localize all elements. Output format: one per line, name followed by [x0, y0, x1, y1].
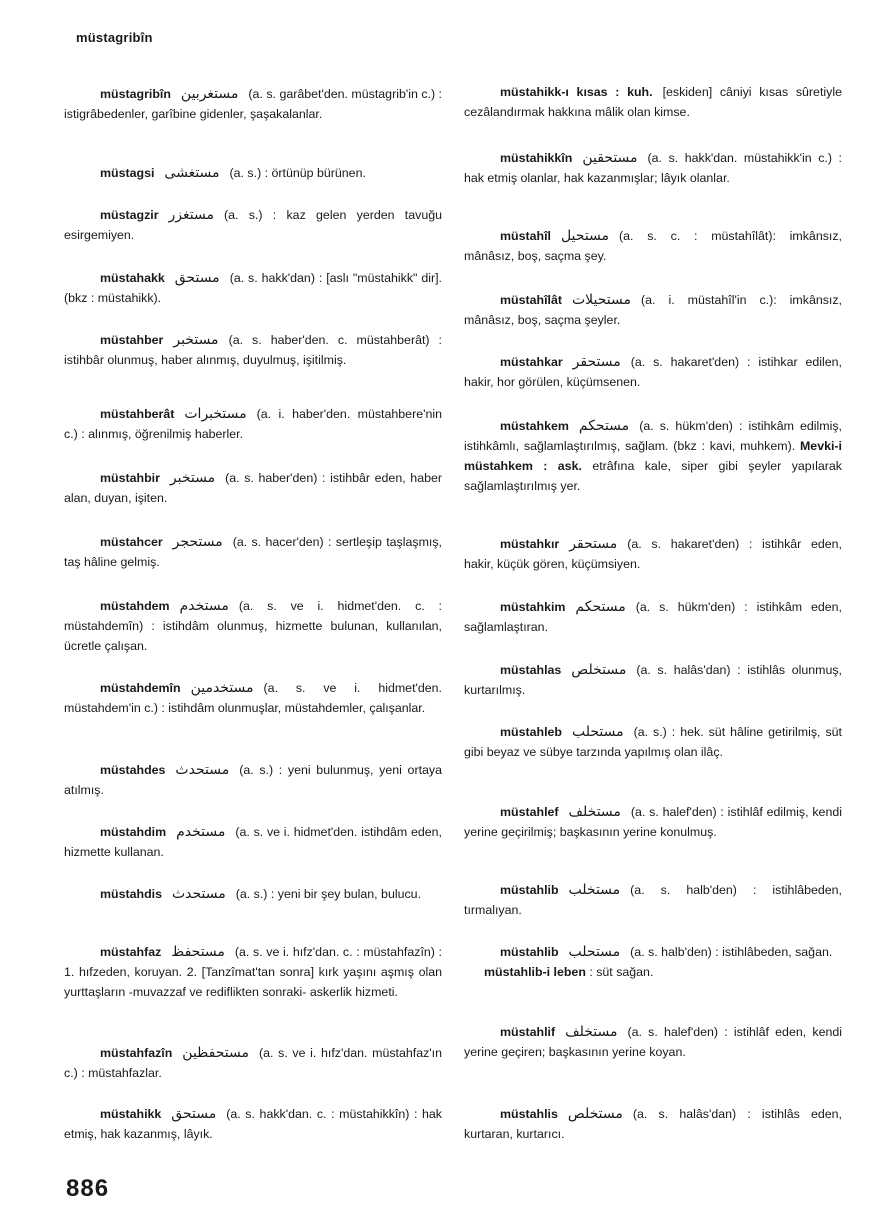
entry-definition: (a. s. ve i. hıfz'dan. müstahfaz'ın c.) : müstahfazlar.: [64, 1046, 442, 1080]
dictionary-entry: [64, 942, 442, 1002]
entry-arabic-script: مستحفظين: [182, 1045, 249, 1061]
entry-definition: (a. s. hükm'den) : istihkâm eden, sağlamlaştıran.: [464, 600, 842, 634]
dictionary-entry: [64, 884, 442, 904]
entry-arabic-script: مستحيل: [560, 228, 610, 244]
entry-arabic-script: مستخلف: [565, 1024, 618, 1040]
entry-definition: (a. s.) : hek. süt hâline getirilmiş, süt gibi beyaz ve sübye tarzında yapılmış olan ilâç.: [464, 725, 842, 759]
entry-headword: müstahikkîn: [500, 151, 573, 165]
entry-arabic-script: مستخدمين: [190, 680, 254, 696]
entry-definition: (a. s. hakaret'den) : istihkâr eden, hakir, küçük gören, küçümsiyen.: [464, 537, 842, 571]
entry-definition: (a. s. hacer'den) : sertleşip taşlaşmış, taş hâline gelmiş.: [64, 535, 442, 569]
dictionary-entry: [64, 268, 442, 308]
entry-arabic-script: مستغشى: [164, 165, 220, 181]
dictionary-entry: [64, 404, 442, 444]
entry-arabic-script: مستحق: [174, 270, 220, 286]
entry-arabic-script: مستغربين: [180, 86, 239, 102]
entry-definition: (a. i. müstahîl'in c.): imkânsız, mânâsız, boş, saçma şeyler.: [464, 293, 842, 327]
entry-definition: (a. s.) : yeni bir şey bulan, bulucu.: [235, 887, 422, 901]
entry-headword: müstahfaz: [100, 945, 162, 959]
entry-definition: (a. s. ve i. hidmet'den. istihdâm eden, hizmette kullanan.: [64, 825, 442, 859]
dictionary-entry: [64, 84, 442, 124]
entry-headword: müstahdemîn: [100, 681, 181, 695]
entry-arabic-script: مستخلب: [568, 882, 621, 898]
entry-definition: (a. s. halâs'dan) : istihlâs olunmuş, kurtarılmış.: [464, 663, 842, 697]
entry-headword: müstahdis: [100, 887, 162, 901]
dictionary-entry: [64, 330, 442, 370]
running-head: müstagribîn: [76, 30, 153, 45]
entry-headword: müstahlib: [500, 945, 559, 959]
entry-headword: müstahfazîn: [100, 1046, 173, 1060]
entry-arabic-script: مستحجر: [172, 534, 223, 550]
entry-definition: (a. s. halb'den) : istihlâbeden, sağan.: [630, 945, 833, 959]
dictionary-entry: [464, 416, 842, 496]
entry-definition: (a. s.) : yeni bulunmuş, yeni ortaya atılmış.: [64, 763, 442, 797]
entry-headword: müstahcer: [100, 535, 163, 549]
entry-definition: (a. s. halef'den) : istihlâf eden, kendi yerine geçiren; başkasının yerine koyan.: [464, 1025, 842, 1059]
entry-headword: müstagribîn: [100, 87, 171, 101]
dictionary-entry: [64, 532, 442, 572]
entry-arabic-script: مستحكم: [578, 418, 630, 434]
entry-headword: müstahkim: [500, 600, 566, 614]
dictionary-entry: [64, 822, 442, 862]
entry-arabic-script: مستخبرات: [184, 406, 247, 422]
entry-subentry-definition: etrâfına kale, siper gibi şeyler yapılarak sağlamlaştırılmış yer.: [464, 459, 842, 493]
entry-definition: (a. s. haber'den) : istihbâr eden, haber alan, duyan, işiten.: [64, 471, 442, 505]
entry-headword: müstahdes: [100, 763, 166, 777]
dictionary-entry: [464, 352, 842, 392]
entry-headword: müstahakk: [100, 271, 165, 285]
dictionary-entry: [464, 148, 842, 188]
entry-definition: (a. s. halâs'dan) : istihlâs eden, kurtaran, kurtarıcı.: [464, 1107, 842, 1141]
entry-definition: (a. s. garâbet'den. müstagrib'in c.) : istigrâbedenler, garîbine gidenler, şaşakalanlar.: [64, 87, 442, 121]
entry-arabic-script: مستحدث: [175, 762, 230, 778]
entry-definition: (a. s. hakk'dan. c. : müstahikkîn) : hak etmiş, hak kazanmış, lâyık.: [64, 1107, 442, 1141]
entry-headword: müstahdim: [100, 825, 167, 839]
entry-headword: müstahlas: [500, 663, 562, 677]
entry-headword: müstahlif: [500, 1025, 556, 1039]
entry-headword: müstagzir: [100, 208, 159, 222]
entry-headword: müstahlib: [500, 883, 559, 897]
entry-definition: (a. s. hakaret'den) : istihkar edilen, hakir, hor görülen, küçümsenen.: [464, 355, 842, 389]
entry-arabic-script: مستحلب: [571, 724, 624, 740]
entry-arabic-script: مستحدث: [171, 886, 226, 902]
dictionary-entry: [464, 942, 842, 982]
entry-definition: (a. s.) : örtünüp bürünen.: [229, 166, 366, 180]
entry-headword: müstahîlât: [500, 293, 562, 307]
entry-arabic-script: مستخبر: [169, 470, 216, 486]
dictionary-entry: [64, 596, 442, 656]
entry-headword: müstahlis: [500, 1107, 558, 1121]
entry-arabic-script: مستخلص: [567, 1106, 623, 1122]
entry-definition: (a. s. c. : müstahîlât): imkânsız, mânâsız, boş, saçma şey.: [464, 229, 842, 263]
entry-headword: müstahberât: [100, 407, 175, 421]
entry-arabic-script: مستخدم: [176, 824, 226, 840]
entry-headword: müstahîl: [500, 229, 551, 243]
entry-subentry-definition: : süt sağan.: [585, 965, 654, 979]
entry-headword: müstahbir: [100, 471, 160, 485]
dictionary-entry: [464, 534, 842, 574]
entry-subentry-headword: Mevki-i müstahkem : ask.: [464, 439, 842, 473]
dictionary-entry: [464, 660, 842, 700]
entry-arabic-script: مستحقر: [572, 354, 621, 370]
entry-definition: (a. s. hakk'dan. müstahikk'in c.) : hak etmiş olanlar, hak kazanmışlar; lâyık olanlar.: [464, 151, 842, 185]
entry-arabic-script: مستحكم: [575, 599, 626, 615]
dictionary-entry: [464, 802, 842, 842]
dictionary-entry: [464, 1104, 842, 1144]
entry-definition: (a. s. haber'den. c. müstahberât) : istihbâr olunmuş, haber alınmış, duyulmuş, işitilmiş.: [64, 333, 442, 367]
dictionary-entry: [464, 722, 842, 762]
entry-arabic-script: مستحق: [171, 1106, 217, 1122]
dictionary-entry: [464, 1022, 842, 1062]
entry-headword: müstahkır: [500, 537, 560, 551]
entry-headword: müstahlef: [500, 805, 559, 819]
entry-definition: (a. s. hükm'den) : istihkâm edilmiş, istihkâmlı, sağlamlaştırılmış, sağlam. (bkz : kavi, muhkem).: [464, 419, 842, 453]
entry-definition: (a. i. haber'den. müstahbere'nin c.) : alınmış, öğrenilmiş haberler.: [64, 407, 442, 441]
entry-arabic-script: مستحقر: [569, 536, 618, 552]
entry-headword: müstahkem: [500, 419, 569, 433]
entry-arabic-script: مستحفظ: [171, 944, 225, 960]
dictionary-entry: [464, 597, 842, 637]
entry-arabic-script: مستخلف: [568, 804, 621, 820]
dictionary-entry: [464, 226, 842, 266]
entry-arabic-script: مستحيلات: [571, 292, 631, 308]
entry-headword: müstahikk: [100, 1107, 162, 1121]
entry-arabic-script: مستحقين: [582, 150, 638, 166]
entry-definition: (a. s. hakk'dan) : [aslı "müstahikk" dir]. (bkz : müstahikk).: [64, 271, 442, 305]
entry-headword: müstahber: [100, 333, 164, 347]
entry-headword: müstahleb: [500, 725, 562, 739]
entry-headword: müstagsi: [100, 166, 155, 180]
entry-definition: (a. s. ve i. hıfz'dan. c. : müstahfazîn) : 1. hıfzeden, koruyan. 2. [Tanzîmat'tan sonra] kırk yaşını aşmış olan yurttaşların -muvazzaf ve rediflikten sonraki- askerlik hizmeti.: [64, 945, 442, 999]
entry-headword: müstahikk-ı kısas : kuh.: [500, 85, 653, 99]
dictionary-entry: [64, 205, 442, 245]
entry-arabic-script: مستحلب: [568, 944, 621, 960]
entry-definition: (a. s.) : kaz gelen yerden tavuğu esirgemiyen.: [64, 208, 442, 242]
page-number: 886: [66, 1175, 110, 1202]
entry-definition: (a. s. halef'den) : istihlâf edilmiş, kendi yerine geçirilmiş; başkasının yerine konulmuş.: [464, 805, 842, 839]
entry-definition: (a. s. ve i. hidmet'den. c. : müstahdemîn) : istihdâm olunmuş, hizmette bulunan, kullanılan, ücretle çalışan.: [64, 599, 442, 653]
dictionary-entry: [464, 290, 842, 330]
entry-headword: müstahdem: [100, 599, 170, 613]
entry-arabic-script: مستخدم: [179, 598, 229, 614]
entry-arabic-script: مستغزر: [168, 207, 214, 223]
entry-arabic-script: مستخلص: [571, 662, 627, 678]
dictionary-entry: [64, 760, 442, 800]
dictionary-entry: [464, 880, 842, 920]
entry-definition: (a. s. ve i. hidmet'den. müstahdem'in c.) : istihdâm olunmuşlar, müstahdemler, çalışanlar.: [64, 681, 442, 715]
entry-subentry-headword: müstahlib-i leben: [484, 965, 586, 979]
dictionary-entry: [64, 678, 442, 718]
dictionary-entry: [64, 468, 442, 508]
entry-definition: [eskiden] câniyi kısas sûretiyle cezâlandırmak hakkına mâlik olan kimse.: [464, 85, 842, 119]
entry-subentry: [484, 965, 653, 979]
entry-definition: (a. s. halb'den) : istihlâbeden, tırmalıyan.: [464, 883, 842, 917]
dictionary-entry: [64, 1104, 442, 1144]
entry-arabic-script: مستخبر: [173, 332, 219, 348]
entry-headword: müstahkar: [500, 355, 563, 369]
dictionary-entry: [464, 82, 842, 122]
dictionary-entry: [64, 1043, 442, 1083]
dictionary-entry: [64, 163, 442, 183]
